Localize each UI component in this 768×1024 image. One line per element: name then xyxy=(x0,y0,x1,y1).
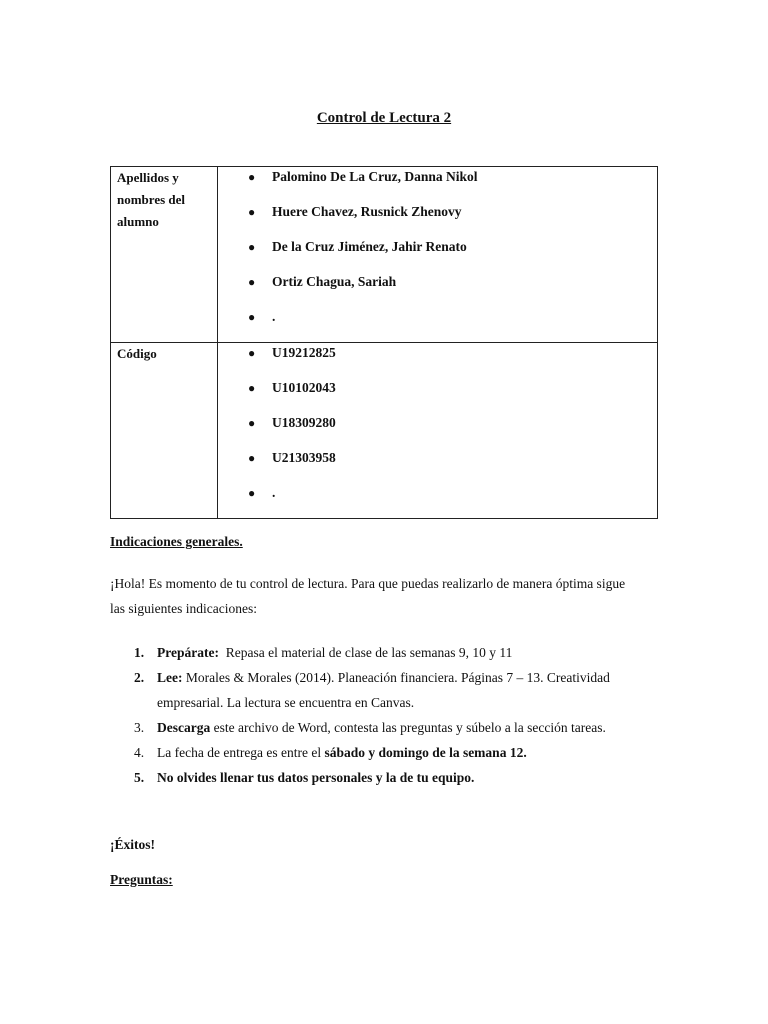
list-item xyxy=(248,483,657,518)
step-bold-text: sábado y domingo de la semana 12. xyxy=(324,745,527,760)
indicaciones-heading: Indicaciones generales. xyxy=(110,534,243,549)
codes-list xyxy=(248,343,657,518)
bullet-icon: ● xyxy=(248,170,256,184)
step-text: Morales & Morales (2014). Planeación financiera. Páginas 7 – 13. Creatividad empresarial. La lectura se encuentra en Canvas. xyxy=(157,670,610,710)
intro-paragraph: ¡Hola! Es momento de tu control de lectura. Para que puedas realizarlo de manera óptima sigue las siguientes indicaciones: xyxy=(110,576,626,616)
student-name: Huere Chavez, Rusnick Zhenovy xyxy=(272,204,462,219)
bullet-icon: ● xyxy=(248,381,256,395)
step-number: 2. xyxy=(134,670,145,685)
list-item xyxy=(248,202,657,237)
step-number: 5. xyxy=(134,770,145,785)
student-name: . xyxy=(272,309,276,324)
step-text: este archivo de Word, contesta las preguntas y súbelo a la sección tareas. xyxy=(210,720,606,735)
instructions-list xyxy=(110,640,650,790)
students-list xyxy=(248,167,657,342)
bullet-icon: ● xyxy=(248,346,256,360)
exitos-text: ¡Éxitos! xyxy=(110,837,155,852)
student-info-table xyxy=(110,166,658,519)
bullet-icon: ● xyxy=(248,416,256,430)
step-text: Repasa el material de clase de las semanas 9, 10 y 11 xyxy=(218,645,513,660)
student-name: Palomino De La Cruz, Danna Nikol xyxy=(272,169,478,184)
step-text: La fecha de entrega es entre el xyxy=(157,745,325,760)
list-item xyxy=(110,665,650,715)
list-item xyxy=(248,343,657,378)
students-list-cell xyxy=(218,167,658,343)
students-row xyxy=(111,167,658,343)
list-item xyxy=(110,765,650,790)
codes-label-cell xyxy=(111,343,218,519)
student-name: De la Cruz Jiménez, Jahir Renato xyxy=(272,239,467,254)
student-code: . xyxy=(272,485,276,500)
list-item xyxy=(248,378,657,413)
list-item xyxy=(248,448,657,483)
list-item xyxy=(248,237,657,272)
document-title: Control de Lectura 2 xyxy=(316,110,452,126)
bullet-icon: ● xyxy=(248,310,256,324)
list-item xyxy=(248,413,657,448)
list-item xyxy=(110,640,650,665)
student-code: U10102043 xyxy=(272,380,336,395)
list-item xyxy=(110,740,650,765)
bullet-icon: ● xyxy=(248,240,256,254)
codes-label: Código xyxy=(117,346,157,361)
bullet-icon: ● xyxy=(248,451,256,465)
student-code: U18309280 xyxy=(272,415,336,430)
step-bold-text: Descarga xyxy=(157,720,211,735)
step-number: 3. xyxy=(134,720,145,735)
codes-list-cell xyxy=(218,343,658,519)
students-label: Apellidos y nombres del alumno xyxy=(117,170,186,229)
student-code: U21303958 xyxy=(272,450,336,465)
list-item xyxy=(110,715,650,740)
preguntas-heading: Preguntas: xyxy=(110,872,173,887)
student-code: U19212825 xyxy=(272,345,336,360)
step-bold-text: No olvides llenar tus datos personales y la de tu equipo. xyxy=(157,770,475,785)
bullet-icon: ● xyxy=(248,205,256,219)
step-bold-text: Lee: xyxy=(157,670,183,685)
students-label-cell xyxy=(111,167,218,343)
bullet-icon: ● xyxy=(248,275,256,289)
bullet-icon: ● xyxy=(248,486,256,500)
step-bold-text: Prepárate: xyxy=(157,645,219,660)
codes-row xyxy=(111,343,658,519)
list-item xyxy=(248,167,657,202)
student-name: Ortiz Chagua, Sariah xyxy=(272,274,397,289)
step-number: 4. xyxy=(134,745,145,760)
list-item xyxy=(248,307,657,342)
list-item xyxy=(248,272,657,307)
step-number: 1. xyxy=(134,645,145,660)
